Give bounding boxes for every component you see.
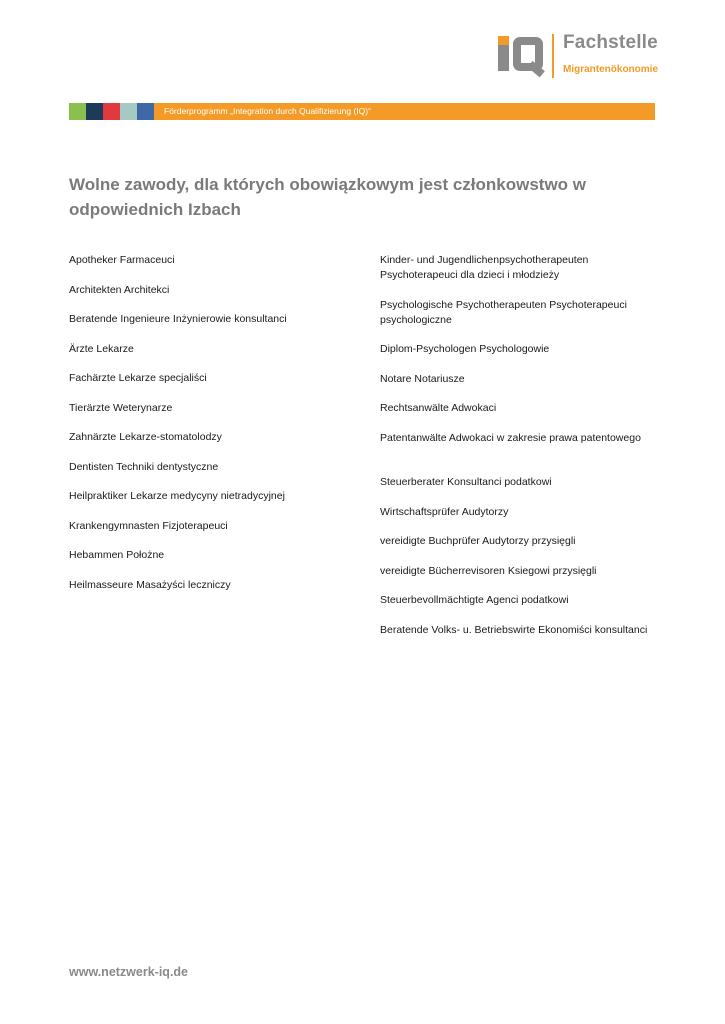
banner-square-red	[103, 103, 120, 120]
list-item: Hebammen Położne	[69, 549, 165, 561]
banner-square-blue	[137, 103, 154, 120]
logo-separator	[552, 34, 554, 78]
list-item: vereidigte Buchprüfer Audytorzy przysięgli	[380, 535, 576, 547]
list-item: Krankengymnasten Fizjoterapeuci	[69, 519, 228, 532]
logo-i-mark	[498, 37, 509, 71]
list-item: Beratende Ingenieure Inżynierowie konsultanci	[69, 313, 287, 325]
list-item: Zahnärzte Lekarze-stomatolodzy	[69, 431, 222, 443]
list-item: Steuerberater Konsultanci podatkowi	[380, 476, 552, 488]
iq-logo	[496, 34, 666, 80]
banner-square-teal	[120, 103, 137, 120]
list-item: Heilpraktiker Lekarze medycyny nietradycyjnej	[69, 490, 285, 502]
list-item: Architekten Architekci	[69, 283, 170, 296]
banner-text: Förderprogramm „Integration durch Qualifizierung (IQ)“	[154, 103, 655, 120]
right-profession-list	[380, 253, 660, 653]
program-banner	[69, 103, 655, 120]
banner-square-green	[69, 103, 86, 120]
logo-title: Fachstelle	[563, 32, 658, 53]
left-profession-list	[69, 253, 359, 607]
list-item: Apotheker Farmaceuci	[69, 254, 175, 266]
list-item: Rechtsanwälte Adwokaci	[380, 402, 497, 414]
banner-square-navy	[86, 103, 103, 120]
list-item: Diplom-Psychologen Psychologowie	[380, 343, 550, 355]
list-item: Kinder- und Jugendlichenpsychotherapeuten Psychoterapeuci dla dzieci i młodzieży	[380, 254, 589, 281]
list-item: Psychologische Psychotherapeuten Psychoterapeuci psychologiczne	[380, 298, 627, 326]
logo-subtitle: Migrantenökonomie	[563, 64, 659, 75]
list-item: Tierärzte Weterynarze	[69, 401, 173, 414]
list-item: Fachärzte Lekarze specjaliści	[69, 372, 207, 384]
list-item: Notare Notariusze	[380, 372, 465, 385]
footer-url[interactable]: www.netzwerk-iq.de	[69, 965, 189, 979]
list-item: Wirtschaftsprüfer Audytorzy	[380, 505, 509, 518]
list-item: Ärzte Lekarze	[69, 342, 134, 355]
list-item: Patentanwälte Adwokaci w zakresie prawa patentowego	[380, 431, 641, 444]
list-item: Steuerbevollmächtigte Agenci podatkowi	[380, 594, 569, 606]
list-item: Dentisten Techniki dentystyczne	[69, 460, 219, 473]
list-item: Heilmasseure Masażyści leczniczy	[69, 578, 231, 591]
list-item: vereidigte Bücherrevisoren Ksiegowi przysięgli	[380, 564, 597, 577]
list-item: Beratende Volks- u. Betriebswirte Ekonomiści konsultanci	[380, 623, 648, 636]
document-title: Wolne zawody, dla których obowiązkowym jest członkowstwo w odpowiednich Izbach	[69, 175, 587, 219]
